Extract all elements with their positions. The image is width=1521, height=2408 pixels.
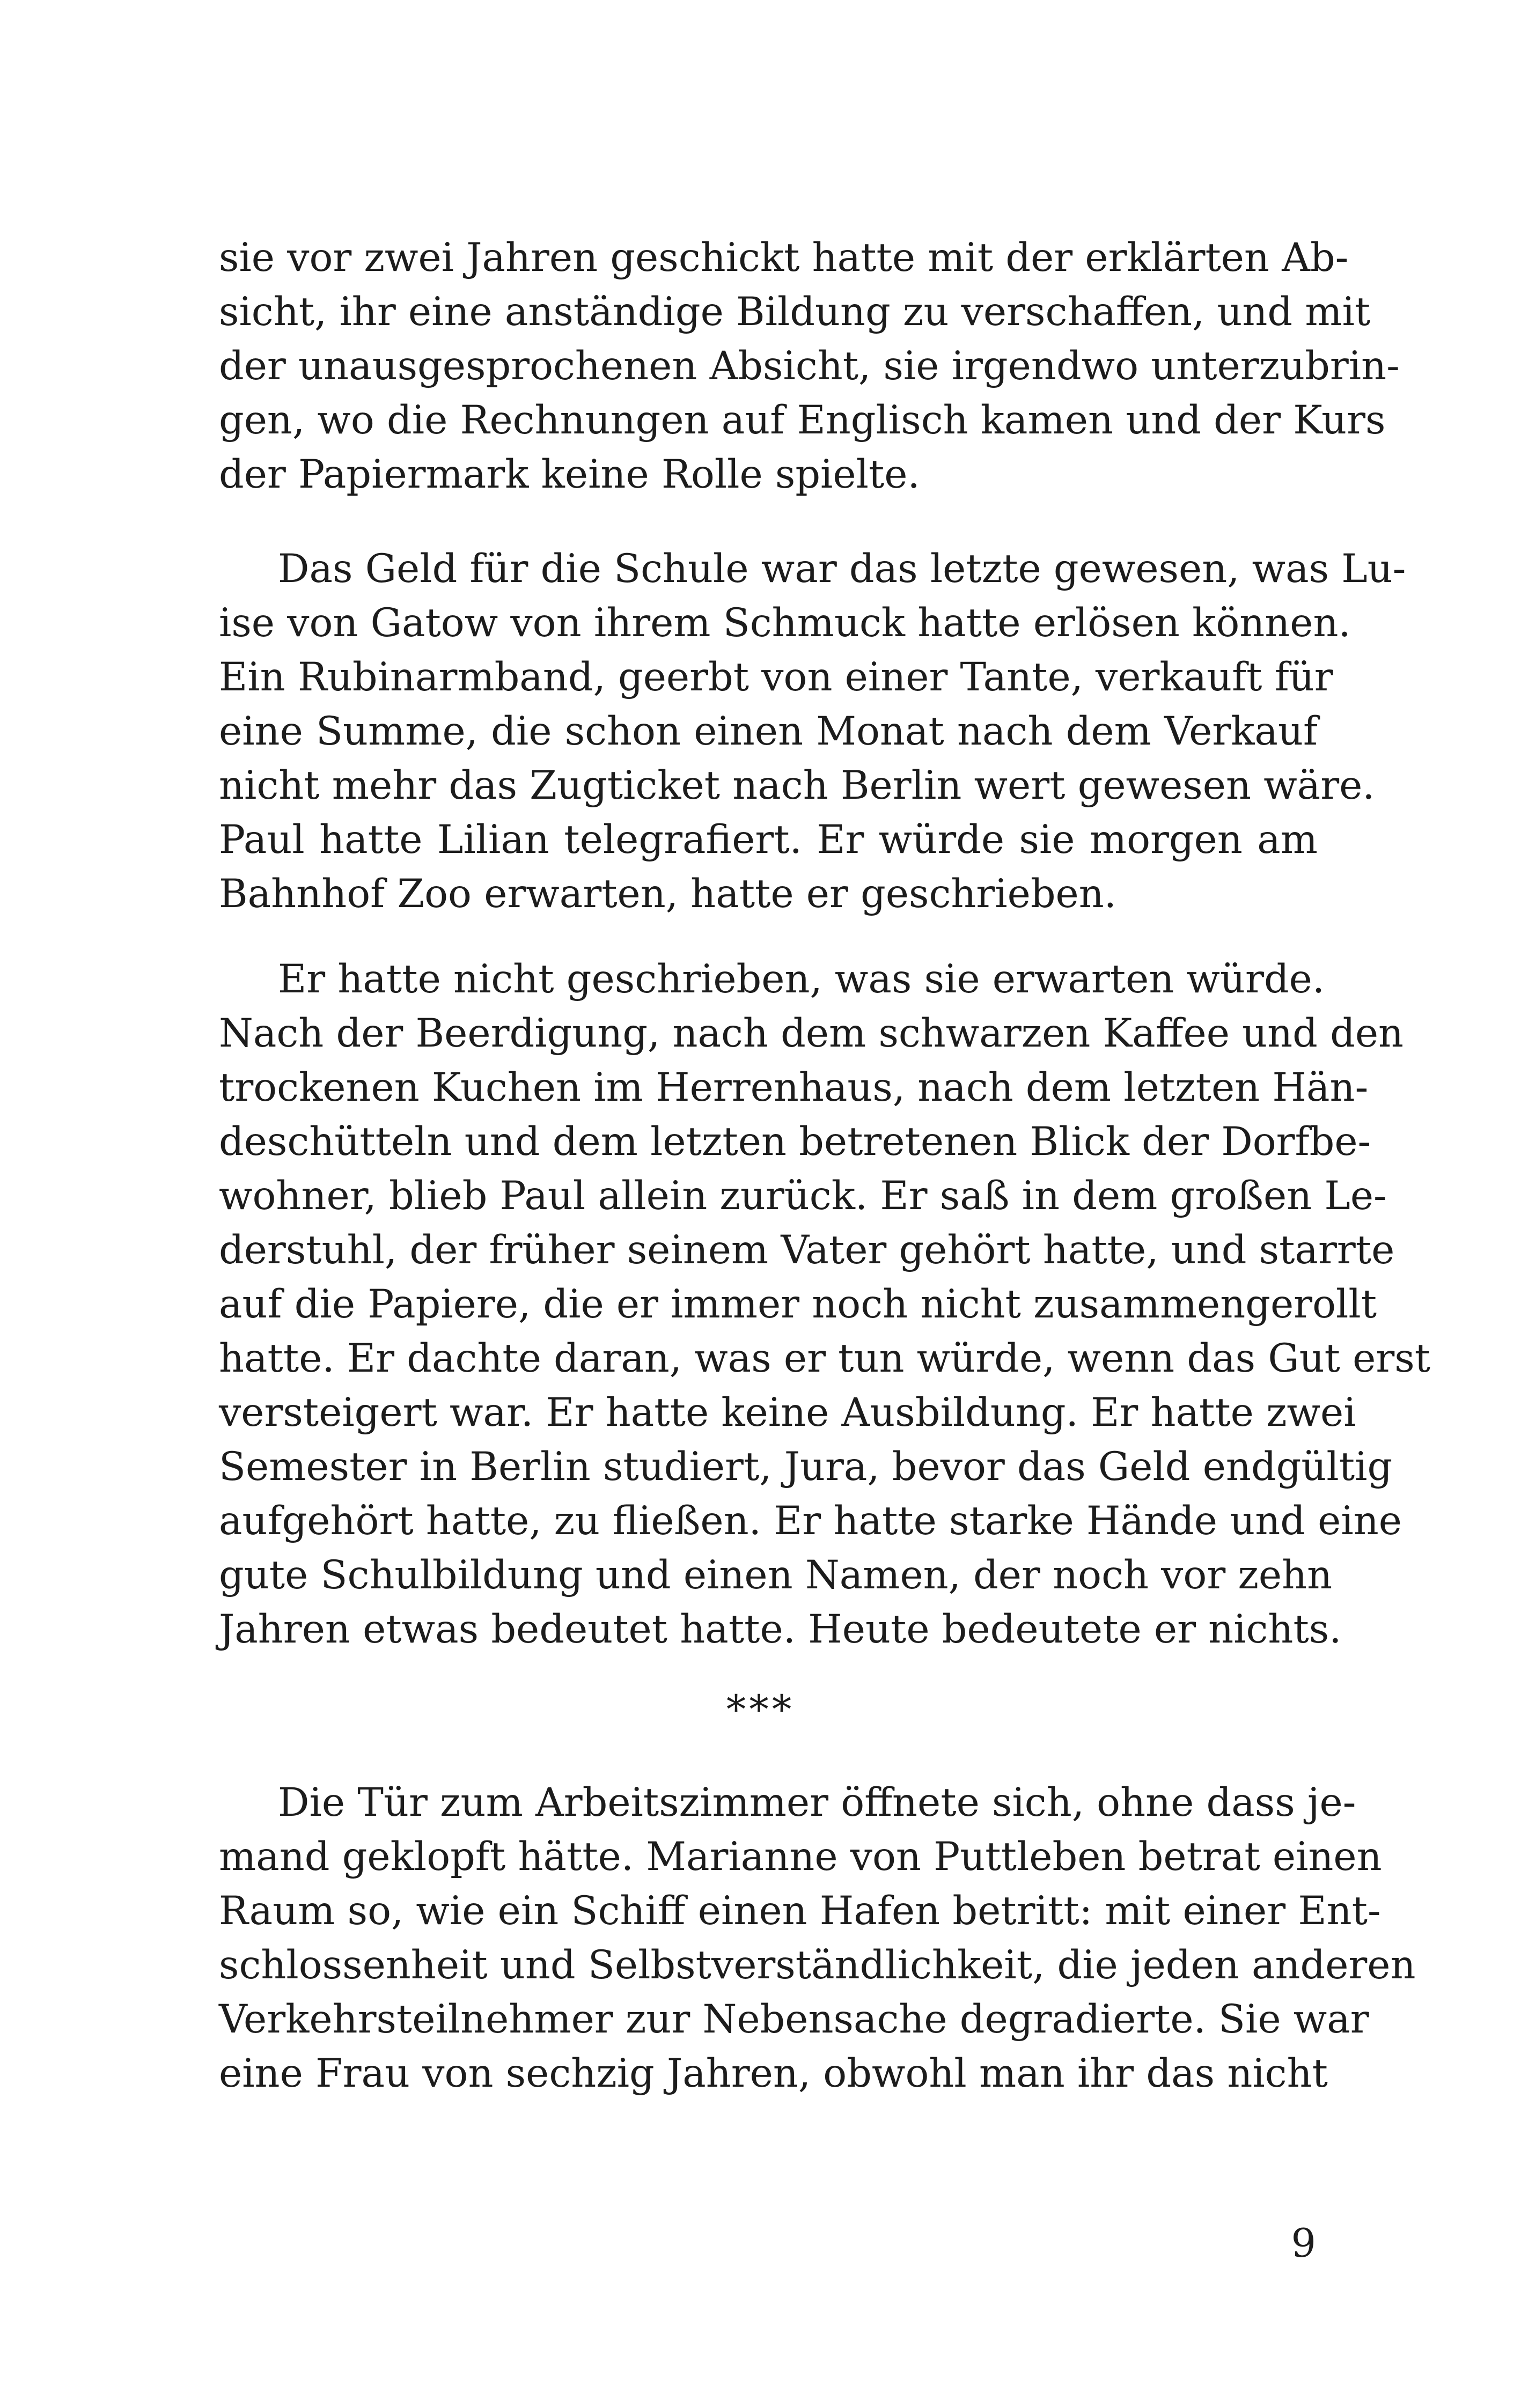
text-line: Paul hatte Lilian telegrafiert. Er würde sie morgen am	[219, 817, 1318, 863]
page-number: 9	[1291, 2221, 1316, 2266]
text-line: Jahren etwas bedeutet hatte. Heute bedeutete er nichts.	[219, 1607, 1342, 1652]
text-line: derstuhl, der früher seinem Vater gehört hatte, und starrte	[219, 1227, 1395, 1273]
text-line: Verkehrsteilnehmer zur Nebensache degradierte. Sie war	[219, 1997, 1369, 2042]
text-line: hatte. Er dachte daran, was er tun würde, wenn das Gut erst	[219, 1336, 1431, 1381]
text-line: Er hatte nicht geschrieben, was sie erwarten würde.	[278, 956, 1325, 1002]
text-line: wohner, blieb Paul allein zurück. Er saß in dem großen Le-	[219, 1173, 1387, 1219]
text-line: eine Frau von sechzig Jahren, obwohl man ihr das nicht	[219, 2051, 1328, 2096]
text-line: Semester in Berlin studiert, Jura, bevor das Geld endgültig	[219, 1444, 1393, 1490]
text-line: versteigert war. Er hatte keine Ausbildung. Er hatte zwei	[219, 1390, 1356, 1435]
text-line: ise von Gatow von ihrem Schmuck hatte erlösen können.	[219, 600, 1351, 646]
text-line: Die Tür zum Arbeitszimmer öffnete sich, ohne dass je-	[278, 1780, 1356, 1825]
text-line: Raum so, wie ein Schiff einen Hafen betritt: mit einer Ent-	[219, 1888, 1381, 1934]
text-line: deschütteln und dem letzten betretenen Blick der Dorfbe-	[219, 1119, 1371, 1165]
text-line: gute Schulbildung und einen Namen, der noch vor zehn	[219, 1552, 1333, 1598]
text-line: Das Geld für die Schule war das letzte gewesen, was Lu-	[278, 546, 1406, 592]
paragraph-2	[219, 542, 1406, 921]
text-line: sie vor zwei Jahren geschickt hatte mit der erklärten Ab-	[219, 235, 1349, 281]
paragraph-1	[219, 231, 1400, 502]
text-line: der Papiermark keine Rolle spielte.	[219, 452, 920, 497]
text-line: der unausgesprochenen Absicht, sie irgendwo unterzubrin-	[219, 343, 1400, 389]
text-line: eine Summe, die schon einen Monat nach dem Verkauf	[219, 709, 1318, 754]
text-line: Nach der Beerdigung, nach dem schwarzen Kaffee und den	[219, 1011, 1404, 1056]
text-line: sicht, ihr eine anständige Bildung zu verschaffen, und mit	[219, 289, 1371, 335]
text-line: schlossenheit und Selbstverständlichkeit, die jeden anderen	[219, 1942, 1416, 1988]
text-line: Ein Rubinarmband, geerbt von einer Tante, verkauft für	[219, 654, 1333, 700]
text-line: nicht mehr das Zugticket nach Berlin wert gewesen wäre.	[219, 763, 1375, 808]
text-line: auf die Papiere, die er immer noch nicht zusammengerollt	[219, 1282, 1377, 1327]
text-line: Bahnhof Zoo erwarten, hatte er geschrieben.	[219, 871, 1116, 917]
text-line: trockenen Kuchen im Herrenhaus, nach dem letzten Hän-	[219, 1065, 1369, 1110]
text-line: gen, wo die Rechnungen auf Englisch kamen und der Kurs	[219, 397, 1386, 443]
paragraph-4	[219, 1776, 1416, 2101]
text-line: aufgehört hatte, zu fließen. Er hatte starke Hände und eine	[219, 1498, 1402, 1544]
text-line: mand geklopft hätte. Marianne von Puttleben betrat einen	[219, 1834, 1382, 1880]
section-separator: ***	[726, 1687, 795, 1733]
paragraph-3	[219, 952, 1431, 1656]
